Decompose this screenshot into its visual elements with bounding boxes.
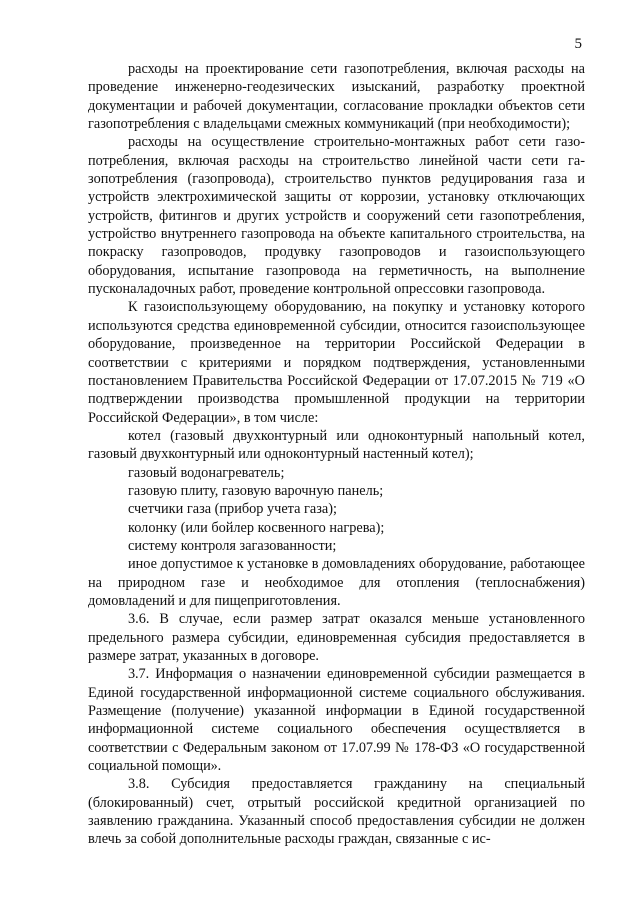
- page-number: 5: [574, 36, 582, 52]
- list-item-gas-stove: газовую плиту, газовую варочную панель;: [128, 482, 384, 499]
- paragraph-gas-equipment: К газоиспользующему оборудованию, на покупку и установку которого используются средства единовременной субсидии, относится газоиспользующее оборудование, произведенное на территории Российской Федерации в соответствии с критериями и порядком подтверждения, установленными постановлением Правительства Российской Федерации от 17.07.2015 № 719 «О подтверждении производства промышленной продукции на территории Российской Федерации», в том числе:: [88, 299, 585, 426]
- paragraph-3-8: 3.8. Субсидия предоставляется гражданину на специальный (блокированный) счет, отрытый российской кредитной организацией по заявлению гражданина. Указанный способ предоставления субсидии не должен влечь за собой дополнительные расходы граждан, связанные с ис-: [88, 776, 585, 848]
- document-body: [88, 60, 585, 849]
- paragraph-3-7: 3.7. Информация о назначении единовременной субсидии размещается в Единой государственной информационной системе социального обслуживания. Размещение (получение) указанной информации в Единой государственной информационной системе социального обеспечения осуществляется в соответствии с Федеральным законом от 17.07.99 № 178-ФЗ «О государственной социальной помощи».: [88, 666, 585, 775]
- list-item-other-equipment: иное допустимое к установке в домовладениях оборудование, работающее на природном газе и необходимое для отопления (теплоснабжения) домовладений и для пищеприготовления.: [88, 556, 585, 609]
- list-item-column: колонку (или бойлер косвенного нагрева);: [128, 519, 385, 536]
- list-item-gas-control: систему контроля загазованности;: [128, 537, 337, 554]
- list-item-boiler: котел (газовый двухконтурный или одноконтурный напольный котел, газовый двухконтурный или одноконтурный настенный котел);: [88, 427, 585, 463]
- paragraph-construction-costs: расходы на осуществление строительно-монтажных работ сети газопотребления, включая расходы на строительство линейной части сети газопотребления (газопровода), строительство пунктов редуцирования газа и устройств электрохимической защиты от коррозии, установку отключающих устройств, фитингов и других устройств и сооружений сети газопотребления, устройство внутреннего газопровода на объекте капитального строительства, на покраску газопроводов, продувку газопроводов и газоиспользующего оборудования, испытание газопровода на герметичность, на выполнение пусконаладочных работ, проведение контрольной опрессовки газопровода.: [88, 134, 585, 298]
- list-item-gas-meters: счетчики газа (прибор учета газа);: [128, 501, 337, 518]
- paragraph-design-costs: расходы на проектирование сети газопотребления, включая расходы на проведение инженерно-геодезических изысканий, разработку проектной документации и рабочей документации, согласование прокладки объектов сети газопотребления с владельцами смежных коммуникаций (при необходимости);: [88, 61, 585, 133]
- paragraph-3-6: 3.6. В случае, если размер затрат оказался меньше установленного предельного размера субсидии, единовременная субсидия предоставляется в размере затрат, указанных в договоре.: [88, 611, 585, 664]
- list-item-water-heater: газовый водонагреватель;: [128, 464, 285, 481]
